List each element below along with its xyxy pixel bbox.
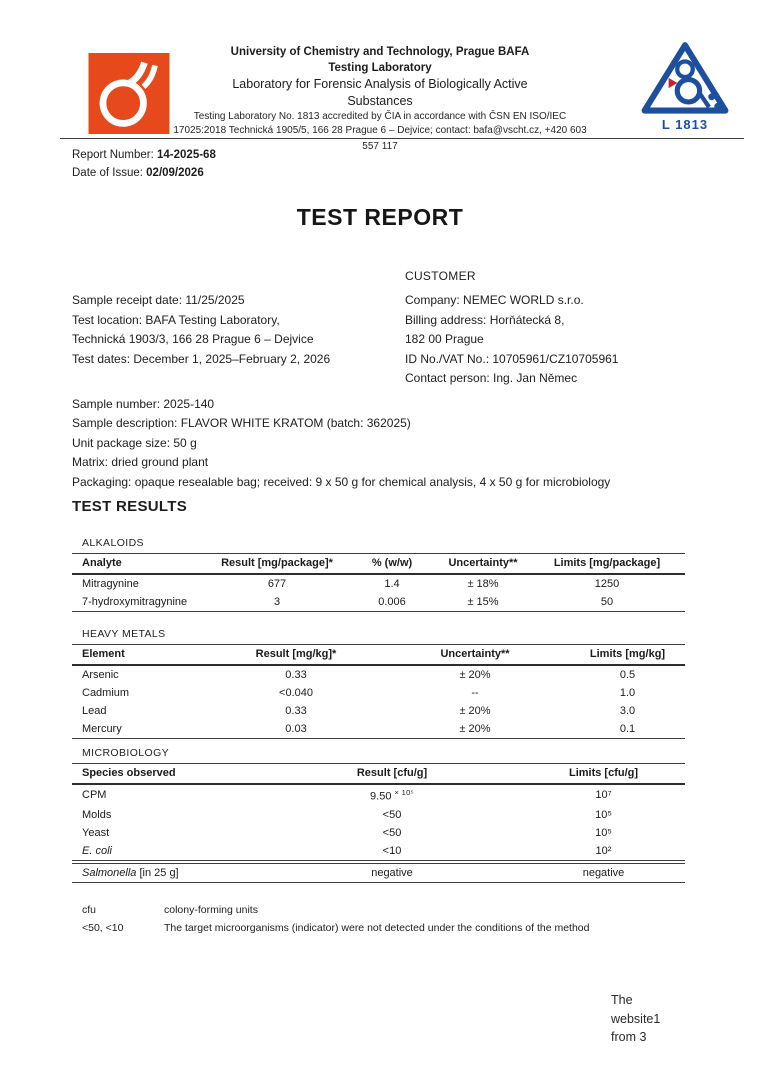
table-cell: 1.4 bbox=[384, 578, 400, 590]
footnote-definition: colony-forming units bbox=[164, 904, 258, 916]
table-cell: Arsenic bbox=[82, 669, 119, 681]
column-header: Uncertainty** bbox=[448, 557, 518, 569]
table-cell: Lead bbox=[82, 705, 107, 717]
table-cell: Mitragynine bbox=[82, 578, 139, 590]
org-name-line1: University of Chemistry and Technology, Prague BAFA bbox=[230, 46, 530, 58]
footer-line: from 3 bbox=[611, 1030, 647, 1044]
column-header: Analyte bbox=[82, 557, 122, 569]
table-cell: negative bbox=[371, 867, 413, 879]
customer-info bbox=[405, 291, 705, 389]
table-cell: ± 20% bbox=[459, 705, 491, 717]
sample-line: Sample description: FLAVOR WHITE KRATOM (batch: 362025) bbox=[72, 416, 411, 431]
letterhead bbox=[172, 44, 588, 137]
table-cell: Cadmium bbox=[82, 687, 130, 699]
column-header: Limits [cfu/g] bbox=[568, 767, 639, 779]
uct-prague-logo-icon bbox=[88, 53, 170, 134]
info-line: Contact person: Ing. Jan Němec bbox=[405, 371, 578, 385]
accreditation-number: L 1813 bbox=[661, 117, 709, 132]
info-line: 182 00 Prague bbox=[405, 332, 484, 346]
microbiology-section-label: MICROBIOLOGY bbox=[82, 747, 170, 759]
date-of-issue-label: Date of Issue: bbox=[72, 167, 147, 179]
table-cell: 7-hydroxymitragynine bbox=[82, 596, 188, 608]
sample-line: Sample number: 2025-140 bbox=[72, 397, 215, 411]
table-row bbox=[72, 574, 685, 593]
cia-accreditation-mark bbox=[633, 40, 737, 132]
table-cell: 3 bbox=[273, 596, 281, 608]
info-line: Test dates: December 1, 2025–February 2, 2026 bbox=[72, 351, 331, 366]
table-cell: negative bbox=[582, 867, 625, 879]
heavy-metals-table bbox=[72, 644, 685, 739]
table-header-row bbox=[72, 764, 685, 785]
table-row bbox=[72, 864, 685, 883]
info-line: Technická 1903/3, 166 28 Prague 6 – Dejvice bbox=[72, 332, 314, 346]
accreditation-line2: 17025:2018 Technická 1905/5, 166 28 Prague 6 – Dejvice; contact: bafa@vscht.cz, +420 603 bbox=[173, 124, 587, 136]
alkaloids-section-label: ALKALOIDS bbox=[82, 537, 144, 549]
table-cell: -- bbox=[471, 687, 479, 699]
table-row bbox=[72, 784, 685, 806]
report-number-label: Report Number: bbox=[72, 149, 158, 161]
header-divider bbox=[60, 138, 744, 139]
info-line: Sample receipt date: 11/25/2025 bbox=[72, 293, 245, 307]
table-row bbox=[72, 702, 685, 720]
footnote-definition: The target microorganisms (indicator) were not detected under the conditions of the method bbox=[164, 921, 590, 934]
table-header-row bbox=[72, 554, 685, 575]
cia-triangle-icon bbox=[633, 40, 737, 114]
salmonella-table bbox=[72, 863, 685, 883]
accreditation-line1: Testing Laboratory No. 1813 accredited by ČIA in accordance with ČSN EN ISO/IEC bbox=[193, 111, 567, 122]
page-title: TEST REPORT bbox=[296, 204, 464, 230]
table-cell: 1250 bbox=[594, 578, 620, 590]
lab-name-line2: Substances bbox=[347, 94, 413, 108]
table-cell: <10 bbox=[382, 844, 402, 857]
report-number-value: 14-2025-68 bbox=[157, 149, 216, 161]
footer-line: The bbox=[611, 993, 633, 1007]
info-line: ID No./VAT No.: 10705961/CZ10705961 bbox=[405, 351, 619, 366]
table-row bbox=[72, 824, 685, 842]
info-line: Billing address: Horňátecká 8, bbox=[405, 312, 565, 327]
date-of-issue bbox=[72, 164, 216, 182]
table-cell: 0.33 bbox=[285, 705, 307, 717]
table-row bbox=[72, 842, 685, 861]
footnote-row bbox=[82, 920, 589, 938]
table-header-row bbox=[72, 645, 685, 666]
report-meta bbox=[72, 146, 216, 182]
table-cell: <50 bbox=[382, 808, 402, 821]
table-cell: 10⁵ bbox=[595, 808, 612, 821]
table-cell: ± 20% bbox=[459, 723, 491, 735]
table-cell: ± 18% bbox=[467, 578, 499, 590]
sample-receipt-info bbox=[72, 291, 402, 369]
column-header: Element bbox=[82, 648, 125, 660]
table-cell bbox=[72, 864, 262, 883]
table-row bbox=[72, 720, 685, 739]
table-cell: 10⁵ bbox=[595, 826, 612, 839]
table-cell: ± 20% bbox=[459, 669, 491, 681]
column-header: Species observed bbox=[82, 767, 176, 779]
table-cell: 0.5 bbox=[619, 669, 636, 681]
table-cell: E. coli bbox=[82, 844, 112, 857]
table-cell: CPM bbox=[82, 789, 107, 802]
heavy-metals-section-label: HEAVY METALS bbox=[82, 628, 166, 640]
sample-line: Matrix: dried ground plant bbox=[72, 455, 209, 470]
table-cell: 10² bbox=[595, 844, 612, 857]
exponent: × 10⁵ bbox=[394, 788, 414, 797]
column-header: Limits [mg/package] bbox=[553, 557, 661, 569]
lab-name-line1: Laboratory for Forensic Analysis of Biologically Active bbox=[232, 77, 528, 91]
species-name: Salmonella bbox=[82, 867, 137, 879]
table-cell: ± 15% bbox=[467, 596, 499, 608]
test-results-heading: TEST RESULTS bbox=[72, 498, 187, 515]
table-cell: 0.1 bbox=[619, 723, 636, 735]
table-cell: 0.33 bbox=[285, 669, 307, 681]
table-row bbox=[72, 806, 685, 824]
column-header: Result [cfu/g] bbox=[356, 767, 428, 779]
table-cell: 677 bbox=[267, 578, 287, 590]
column-header: % (w/w) bbox=[371, 557, 413, 569]
table-cell: Mercury bbox=[82, 723, 122, 735]
table-cell: Yeast bbox=[82, 826, 110, 839]
column-header: Limits [mg/kg] bbox=[589, 648, 666, 660]
column-header: Result [mg/kg]* bbox=[255, 648, 337, 660]
sample-details bbox=[72, 395, 712, 492]
accreditation-line3: 557 117 bbox=[362, 141, 398, 152]
table-cell: 1.0 bbox=[619, 687, 636, 699]
footnote-term: cfu bbox=[82, 904, 97, 916]
sample-line: Packaging: opaque resealable bag; received: 9 x 50 g for chemical analysis, 4 x 50 g for microbiology bbox=[72, 474, 611, 489]
page-footer bbox=[611, 991, 660, 1047]
table-row bbox=[72, 593, 685, 612]
table-cell: Molds bbox=[82, 808, 112, 821]
table-cell: 50 bbox=[600, 596, 614, 608]
footnotes bbox=[82, 902, 589, 937]
table-cell: 9.50 $^{\times 10^5}$ bbox=[370, 788, 414, 803]
column-header: Uncertainty** bbox=[440, 648, 510, 660]
table-cell: 0.006 bbox=[378, 596, 406, 608]
column-header: Result [mg/package]* bbox=[221, 557, 333, 569]
table-cell: 10⁷ bbox=[595, 789, 612, 802]
footer-line: website1 bbox=[611, 1011, 661, 1026]
customer-heading: CUSTOMER bbox=[405, 269, 476, 283]
table-cell: 3.0 bbox=[619, 705, 636, 717]
microbiology-table bbox=[72, 763, 685, 861]
table-row bbox=[72, 665, 685, 684]
table-cell: <50 bbox=[382, 826, 402, 839]
footnote-term: <50, <10 bbox=[82, 921, 124, 934]
sample-line: Unit package size: 50 g bbox=[72, 435, 197, 450]
table-cell: 0.03 bbox=[285, 723, 307, 735]
report-number bbox=[72, 146, 216, 164]
info-line: Test location: BAFA Testing Laboratory, bbox=[72, 312, 280, 327]
footnote-row bbox=[82, 902, 589, 920]
species-qualifier: [in 25 g] bbox=[136, 867, 179, 879]
date-of-issue-value: 02/09/2026 bbox=[146, 167, 204, 179]
alkaloids-table bbox=[72, 553, 685, 612]
info-line: Company: NEMEC WORLD s.r.o. bbox=[405, 293, 584, 307]
table-row bbox=[72, 684, 685, 702]
table-cell: <0.040 bbox=[279, 687, 313, 699]
org-name-line2: Testing Laboratory bbox=[328, 62, 432, 74]
